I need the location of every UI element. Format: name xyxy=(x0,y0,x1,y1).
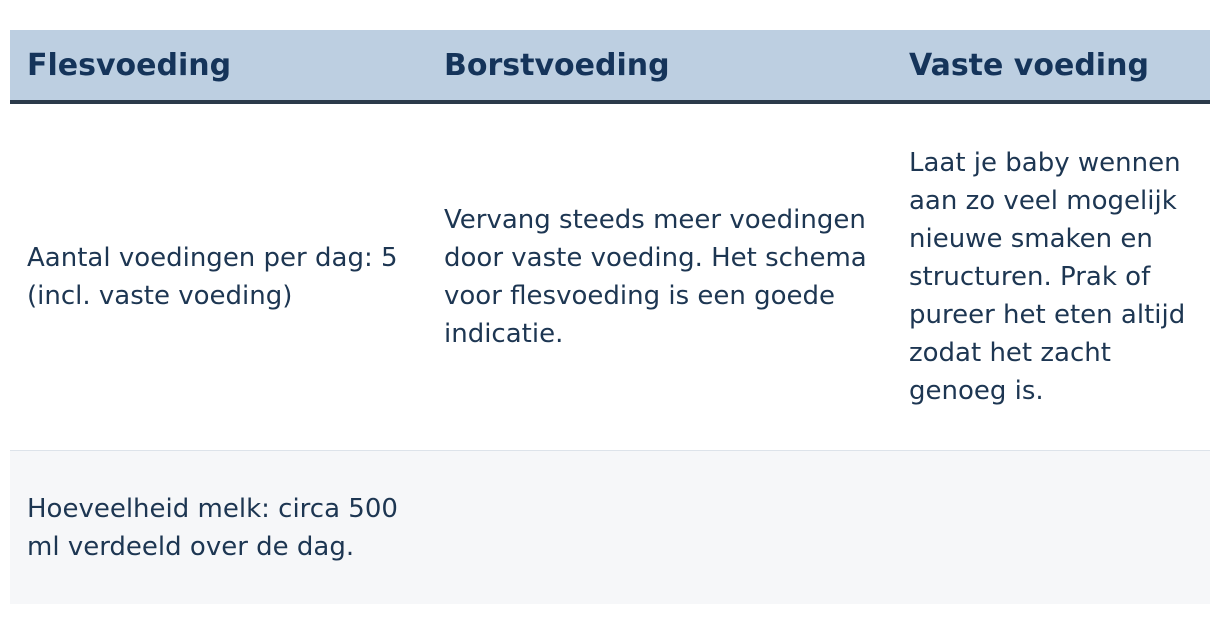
cell-flesvoeding-aantal: Aantal voedingen per dag: 5 (incl. vaste voeding) xyxy=(10,102,427,451)
feeding-table-container xyxy=(10,30,1210,604)
cell-borstvoeding-empty xyxy=(427,451,892,605)
table-header xyxy=(10,30,1210,102)
header-borstvoeding: Borstvoeding xyxy=(427,30,892,102)
table-row xyxy=(10,451,1210,605)
cell-flesvoeding-hoeveelheid: Hoeveelheid melk: circa 500 ml verdeeld over de dag. xyxy=(27,493,398,562)
cell-vaste-voeding-empty xyxy=(892,451,1210,605)
feeding-comparison-table xyxy=(10,30,1210,604)
table-row xyxy=(10,102,1210,451)
header-row xyxy=(10,30,1210,102)
header-vaste-voeding: Vaste voeding xyxy=(892,30,1210,102)
table-body xyxy=(10,102,1210,604)
cell-borstvoeding-vervang: Vervang steeds meer voedingen door vaste voeding. Het schema voor flesvoeding is een goede indicatie. xyxy=(427,102,892,451)
cell-vaste-voeding-wennen: Laat je baby wennen aan zo veel mogelijk nieuwe smaken en structuren. Prak of pureer het eten altijd zodat het zacht genoeg is. xyxy=(892,102,1210,451)
header-flesvoeding: Flesvoeding xyxy=(10,30,427,102)
